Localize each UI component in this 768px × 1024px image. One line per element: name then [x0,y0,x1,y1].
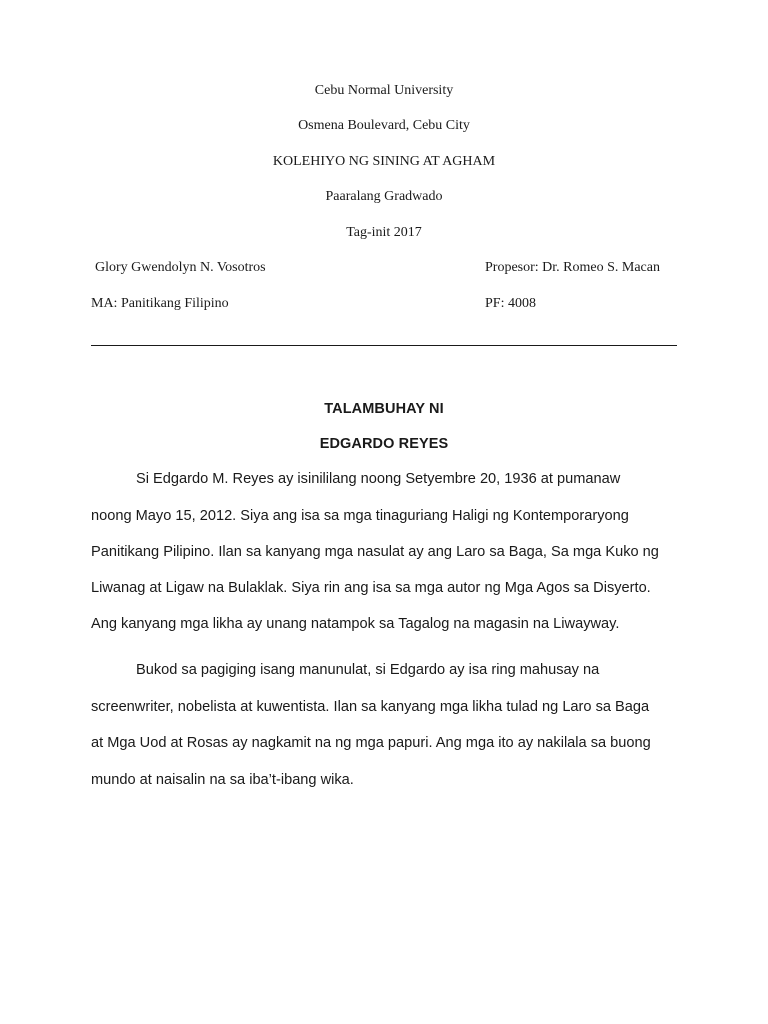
university-name: Cebu Normal University [314,83,454,98]
title-line-1: TALAMBUHAY NI [324,401,444,417]
university-address: Osmena Boulevard, Cebu City [298,118,470,133]
course-code: PF: 4008 [485,296,536,311]
college-name: KOLEHIYO NG SINING AT AGHAM [272,154,496,169]
paragraph-line: Bukod sa pagiging isang manunulat, si Edgardo ay isa ring mahusay na [136,662,600,678]
paragraph-line: screenwriter, nobelista at kuwentista. Ilan sa kanyang mga likha tulad ng Laro sa Baga [91,699,650,715]
paragraph-line: Liwanag at Ligaw na Bulaklak. Siya rin ang isa sa mga autor ng Mga Agos sa Disyerto. [91,580,651,596]
horizontal-rule [91,345,677,346]
paragraph-line: mundo at naisalin na sa iba’t-ibang wika. [91,772,354,788]
paragraph-line: Panitikang Pilipino. Ilan sa kanyang mga nasulat ay ang Laro sa Baga, Sa mga Kuko ng [91,544,659,560]
term-label: Tag-init 2017 [346,225,422,240]
paragraph-line: Si Edgardo M. Reyes ay isinililang noong Setyembre 20, 1936 at pumanaw [136,471,621,487]
student-name: Glory Gwendolyn N. Vosotros [95,260,266,275]
paragraph-line: at Mga Uod at Rosas ay nagkamit na ng mga papuri. Ang mga ito ay nakilala sa buong [91,735,651,751]
paragraph-line: noong Mayo 15, 2012. Siya ang isa sa mga tinaguriang Haligi ng Kontemporaryong [91,508,629,524]
professor-name: Propesor: Dr. Romeo S. Macan [485,260,660,275]
program-name: MA: Panitikang Filipino [91,296,229,311]
paragraph-line: Ang kanyang mga likha ay unang natampok sa Tagalog na magasin na Liwayway. [91,616,620,632]
title-line-2: EDGARDO REYES [319,436,449,452]
school-name: Paaralang Gradwado [325,189,443,204]
